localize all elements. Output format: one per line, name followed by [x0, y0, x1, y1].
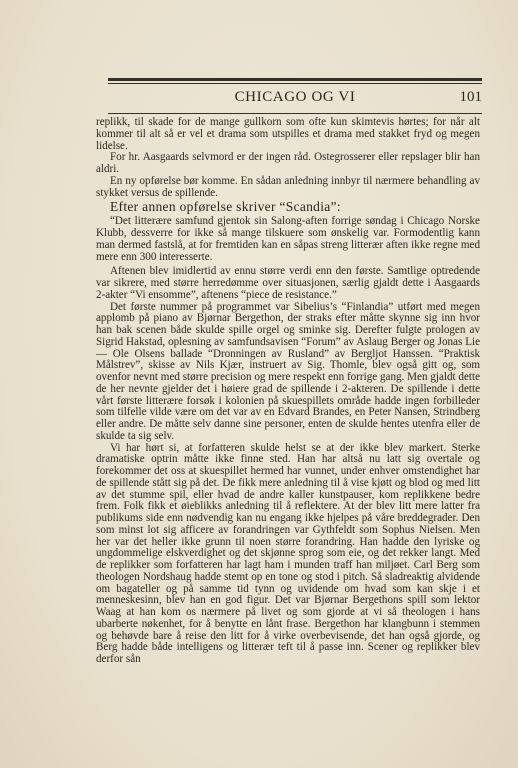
body-text: [96, 117, 480, 666]
subheading: Efter annen opførelse skriver “Scandia”:: [110, 199, 341, 215]
paragraph: For hr. Aasgaards selvmord er der ingen råd. Ostegrosserer eller repslager blir han aldri.: [96, 151, 480, 175]
paragraph: replikk, til skade for de mange gullkorn som ofte kun skimtevis hørtes; for når alt kommer til alt så er vel et drama som utspilles et drama med stakket fryd og megen lidelse.: [96, 116, 480, 152]
paragraph: En ny opførelse bør komme. En sådan anledning innbyr til nærmere behandling av stykket versus de spillende.: [96, 174, 480, 199]
paragraph: “Det litterære samfund gjentok sin Salong-aften forrige søndag i Chicago Norske Klubb, dessverre for ikke så mange tilskuere som ønskelig var. Formodentlig kann man dermed fastslå, at for fremtiden kan en såpas streng litterær aften ikke regne med mere enn 300 interesserte.: [96, 215, 480, 263]
page-header: [108, 89, 482, 111]
paragraph: Vi har hørt si, at forfatteren skulde helst se at der ikke blev markert. Sterke dramatiske optrin måtte ikke finne sted. Han har altså nu latt sig overtale og forekommer det oss at skuespillet hermed har vunnet, under enhver omstendighet har de spillende stått sig på det. De fikk mere anledning til å vise kjøtt og blod og med litt av det stumme spil, eller hvad de andre kaller kunstpauser, kom replikkene bedre frem. Folk fikk et øieblikks anledning til å reflektere. At der blev litt mere latter fra publikums side enn nødvendig kan nu engang ikke hjelpes på våre breddegrader. Den som minst lot sig afficere av forandringen var Gythfeldt som Sophus Nielsen. Men her var det heller ikke grunn til noen større forandring. Han hadde den lyriske og ungdommelige elskverdighet og det skjønne sprog som eie, og det rekker langt. Med de replikker som forfatteren har lagt ham i munden traff han miljøet. Carl Berg som theologen Nordshaug hadde stemt op en tone og stod i pitch. Så sladreaktig alvidende om bagateller og på samme tid tynn og uvidende om hvad som kan skje i et menneskesinn, blev han en god figur. Det var Bjørnar Bergethons spill som lektor Waag at han kom os nærmere på livet og som gjorde at vi så theologen i hans ubarberte nøkenhet, for å benytte en lånt frase. Bergethon har klangbunn i stemmen og behøvde bare å reise den litt for å virke overbevisende, det han også gjorde, og Berg hadde både intelligens og litterær teft til å passe inn. Scener og replikker blev derfor sån: [96, 441, 480, 665]
running-title: CHICAGO OG VI: [234, 89, 356, 105]
paragraph: Aftenen blev imidlertid av ennu større verdi enn den første. Samtlige optredende var sikrere, med større herredømme over situasjonen, særlig gjaldt dette i Aasgaards 2-akter “Vi ensomme”, aftenens “piece de resistance.”: [96, 265, 480, 301]
header-rule-thick: [108, 78, 482, 81]
header-rule-bottom: [108, 113, 482, 114]
page-number: 101: [459, 89, 482, 105]
header-rule-thin: [108, 83, 482, 84]
paragraph: Det første nummer på programmet var Sibelius’s “Finlandia” utført med megen applomb på piano av Bjørnar Bergethon, der straks efter måtte skynne sig inn hvor han bak scenen både skulde spille orgel og sminke sig. Derefter fulgte prologen av Sigrid Hakstad, oplesning av samfundsavisen “Forum” av Aslaug Berger og Jonas Lie — Ole Olsens ballade “Dronningen av Rusland” av Bergljot Hanssen. “Praktisk Målstrev”, skisse av Nils Kjær, instruert av Sig. Thomle, blev også gitt og, som ovenfor nevnt med større precision og mere respekt enn forrige gang. Men gjaldt dette de her nevnte gjelder det i høiere grad de spillende i 2-akteren. De spillende i dette vårt første litterære forsøk i kolonien på skuespillets område hadde ingen forbilleder som tilfelle vilde være om det var av en Edvard Brandes, en Peter Nansen, Strindberg eller andre. De måtte selv danne sine personer, enten de skulde hentes utenfra eller de skulde ta sig selv.: [96, 300, 480, 442]
